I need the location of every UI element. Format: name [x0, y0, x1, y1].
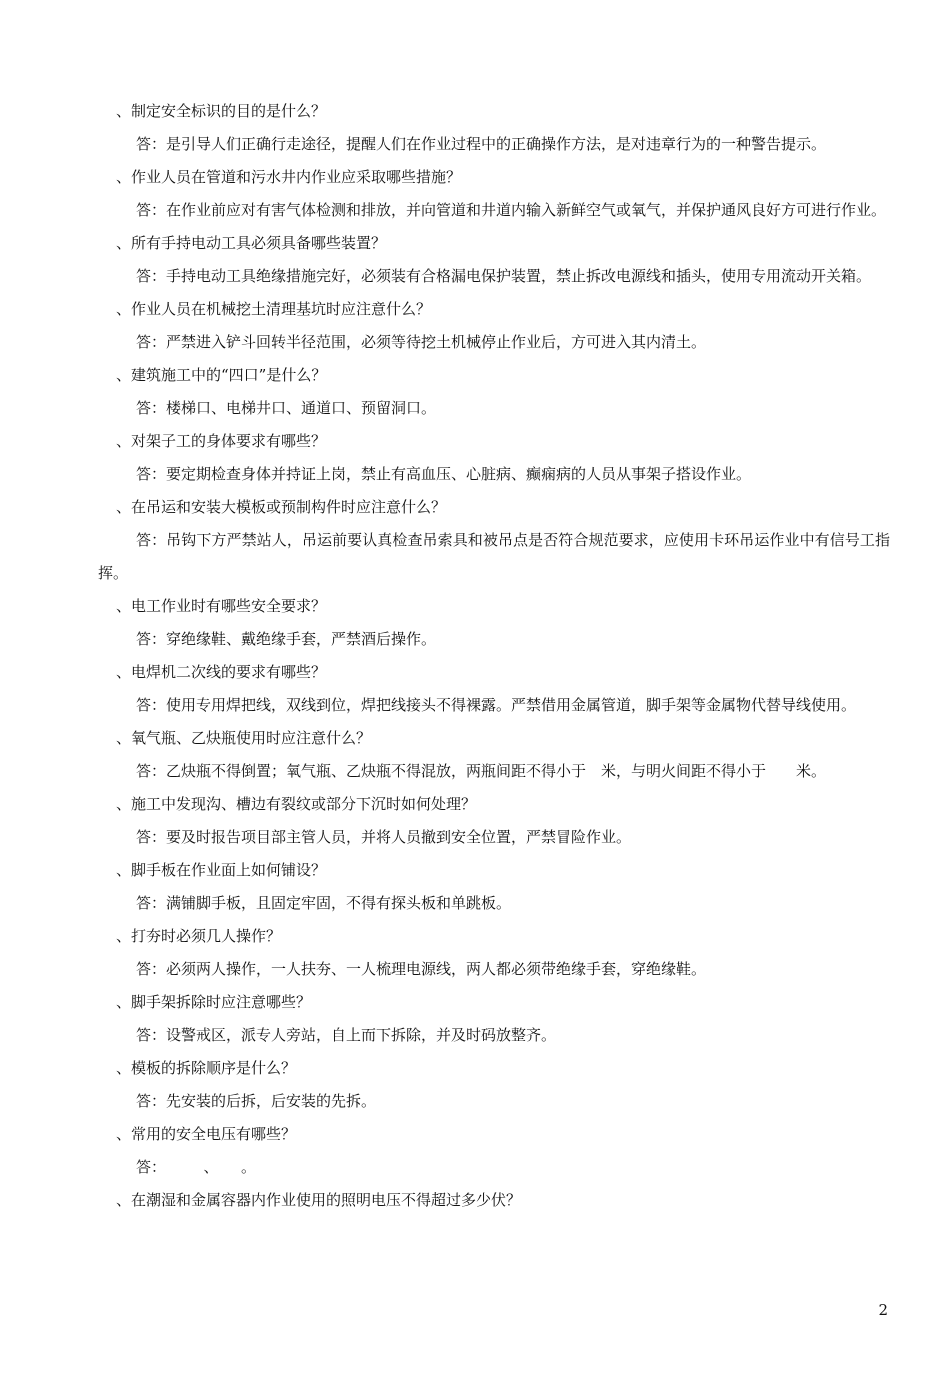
qa-item [98, 425, 890, 491]
qa-item [98, 722, 890, 788]
question: 、所有手持电动工具必须具备哪些装置？ [116, 234, 387, 252]
question: 、在潮湿和金属容器内作业使用的照明电压不得超过多少伏？ [116, 1191, 522, 1209]
answer: 答：楼梯口、电梯井口、通道口、预留洞口。 [136, 399, 437, 417]
answer: 答：必须两人操作，一人扶夯、一人梳理电源线，两人都必须带绝缘手套，穿绝缘鞋。 [136, 960, 707, 978]
question: 、电工作业时有哪些安全要求？ [116, 597, 327, 615]
question: 、作业人员在机械挖土清理基坑时应注意什么？ [116, 300, 432, 318]
qa-item [98, 293, 890, 359]
question: 、常用的安全电压有哪些？ [116, 1125, 297, 1143]
answer: 答：严禁进入铲斗回转半径范围，必须等待挖土机械停止作业后，方可进入其内清土。 [136, 333, 707, 351]
qa-item [98, 227, 890, 293]
question: 、施工中发现沟、槽边有裂纹或部分下沉时如何处理？ [116, 795, 477, 813]
qa-item [98, 656, 890, 722]
question: 、脚手板在作业面上如何铺设？ [116, 861, 327, 879]
question: 、脚手架拆除时应注意哪些？ [116, 993, 312, 1011]
qa-item [98, 986, 890, 1052]
qa-item [98, 1118, 890, 1184]
question: 、打夯时必须几人操作？ [116, 927, 282, 945]
qa-item [98, 161, 890, 227]
question: 、电焊机二次线的要求有哪些？ [116, 663, 327, 681]
qa-list [98, 95, 890, 1217]
answer: 答：要及时报告项目部主管人员，并将人员撤到安全位置，严禁冒险作业。 [136, 828, 632, 846]
answer: 答：吊钩下方严禁站人，吊运前要认真检查吊索具和被吊点是否符合规范要求，应使用卡环吊运作业中有信号工指挥。 [98, 531, 890, 582]
question: 、对架子工的身体要求有哪些？ [116, 432, 327, 450]
qa-item [98, 788, 890, 854]
qa-item [98, 920, 890, 986]
answer: 答：满铺脚手板，且固定牢固，不得有探头板和单跳板。 [136, 894, 512, 912]
answer: 答：乙炔瓶不得倒置；氧气瓶、乙炔瓶不得混放，两瓶间距不得小于 米，与明火间距不得小于 米。 [136, 762, 827, 780]
answer: 答：是引导人们正确行走途径，提醒人们在作业过程中的正确操作方法，是对违章行为的一种警告提示。 [136, 135, 827, 153]
answer: 答：穿绝缘鞋、戴绝缘手套，严禁酒后操作。 [136, 630, 437, 648]
question: 、建筑施工中的“四口”是什么？ [116, 366, 327, 384]
answer: 答：先安装的后拆，后安装的先拆。 [136, 1092, 377, 1110]
answer: 答：要定期检查身体并持证上岗，禁止有高血压、心脏病、癫痫病的人员从事架子搭设作业。 [136, 465, 752, 483]
answer: 答： 、 。 [136, 1158, 257, 1176]
question: 、氧气瓶、乙炔瓶使用时应注意什么？ [116, 729, 372, 747]
answer: 答：设警戒区，派专人旁站，自上而下拆除，并及时码放整齐。 [136, 1026, 557, 1044]
page-number: 2 [878, 1301, 888, 1319]
qa-item [98, 95, 890, 161]
question: 、制定安全标识的目的是什么？ [116, 102, 327, 120]
question: 、模板的拆除顺序是什么？ [116, 1059, 297, 1077]
qa-item [98, 359, 890, 425]
qa-item [98, 1052, 890, 1118]
qa-item [98, 491, 890, 590]
answer: 答：使用专用焊把线，双线到位，焊把线接头不得裸露。严禁借用金属管道，脚手架等金属物代替导线使用。 [136, 696, 857, 714]
answer: 答：手持电动工具绝缘措施完好，必须装有合格漏电保护装置，禁止拆改电源线和插头，使用专用流动开关箱。 [136, 267, 872, 285]
question: 、作业人员在管道和污水井内作业应采取哪些措施？ [116, 168, 462, 186]
question: 、在吊运和安装大模板或预制构件时应注意什么？ [116, 498, 447, 516]
answer: 答：在作业前应对有害气体检测和排放，并向管道和井道内输入新鲜空气或氧气，并保护通风良好方可进行作业。 [136, 201, 887, 219]
qa-item [98, 1184, 890, 1217]
qa-item [98, 854, 890, 920]
qa-item [98, 590, 890, 656]
